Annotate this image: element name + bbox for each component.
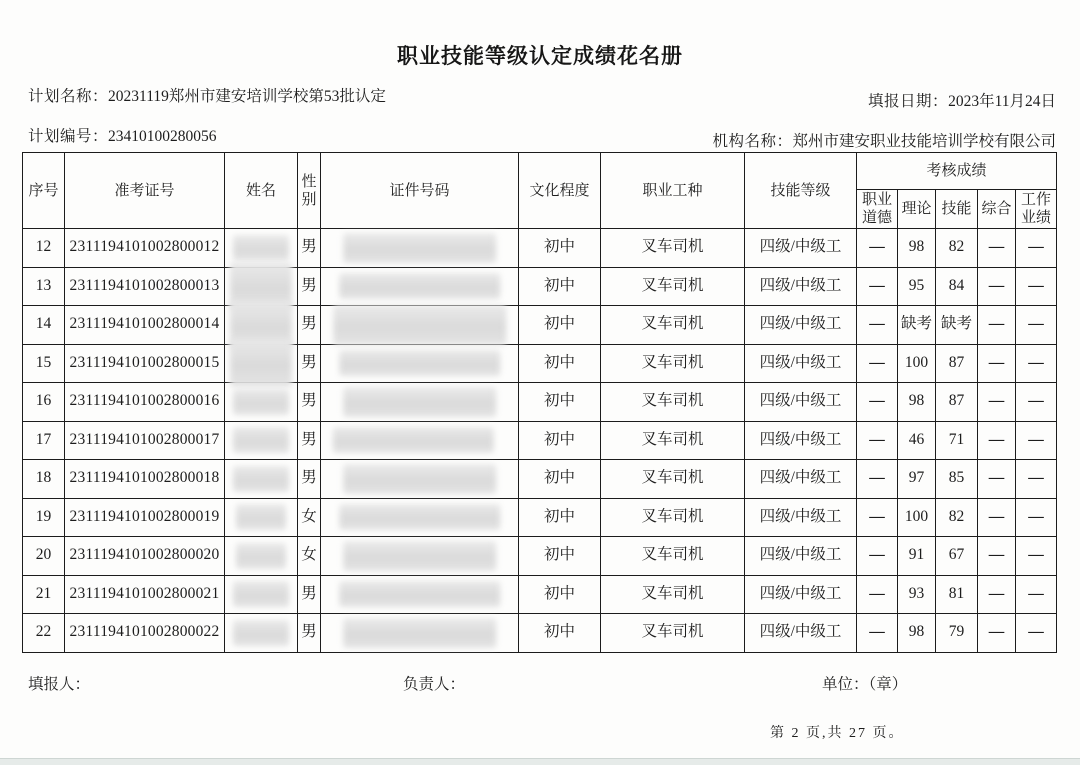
cell-level: 四级/中级工 (745, 344, 857, 383)
cell-ethics: — (857, 306, 898, 345)
cell-ethics: — (857, 421, 898, 460)
cell-seq: 22 (23, 614, 65, 653)
cell-occupation: 叉车司机 (601, 267, 745, 306)
table-row (23, 537, 1057, 576)
redaction-blur (233, 620, 289, 646)
cell-ticket: 2311194101002800022 (65, 614, 225, 653)
redaction-blur (233, 235, 289, 261)
cell-name (225, 306, 298, 345)
cell-education: 初中 (519, 383, 601, 422)
cell-ethics: — (857, 498, 898, 537)
cell-theory: 93 (898, 575, 936, 614)
org-name-label: 机构名称： (712, 133, 793, 150)
unit-seal-label: 单位：（章） (822, 676, 908, 693)
cell-education: 初中 (519, 575, 601, 614)
redaction-blur (339, 273, 501, 299)
cell-name (225, 344, 298, 383)
cell-work: — (1016, 344, 1057, 383)
cell-theory: 98 (898, 614, 936, 653)
cell-level: 四级/中级工 (745, 460, 857, 499)
table-body (23, 229, 1057, 653)
cell-id_no (321, 267, 519, 306)
cell-seq: 12 (23, 229, 65, 268)
redaction-blur (339, 350, 501, 376)
cell-gender: 男 (298, 421, 321, 460)
table-row (23, 575, 1057, 614)
cell-id_no (321, 383, 519, 422)
cell-theory: 缺考 (898, 306, 936, 345)
redaction-blur (236, 543, 286, 569)
cell-level: 四级/中级工 (745, 498, 857, 537)
cell-level: 四级/中级工 (745, 537, 857, 576)
cell-theory: 100 (898, 344, 936, 383)
cell-ethics: — (857, 575, 898, 614)
cell-ticket: 2311194101002800016 (65, 383, 225, 422)
header-ethics: 职业道德 (857, 190, 898, 229)
cell-ticket: 2311194101002800013 (65, 267, 225, 306)
redaction-blur (343, 387, 497, 417)
report-date (868, 89, 1056, 111)
cell-gender: 男 (298, 460, 321, 499)
cell-comprehensive: — (978, 421, 1016, 460)
table-row (23, 306, 1057, 345)
cell-comprehensive: — (978, 306, 1016, 345)
scan-edge-strip (0, 758, 1080, 765)
report-date-label: 填报日期： (868, 93, 949, 110)
org-name (712, 129, 1056, 151)
redaction-blur (230, 339, 292, 387)
cell-theory: 98 (898, 383, 936, 422)
cell-seq: 15 (23, 344, 65, 383)
cell-name (225, 498, 298, 537)
score-roster-table (22, 152, 1057, 653)
cell-id_no (321, 575, 519, 614)
cell-seq: 16 (23, 383, 65, 422)
cell-comprehensive: — (978, 614, 1016, 653)
header-skill: 技能 (936, 190, 978, 229)
cell-id_no (321, 614, 519, 653)
redaction-blur (233, 466, 289, 492)
redaction-blur (339, 504, 501, 530)
header-seq: 序号 (23, 153, 65, 229)
manager-label: 负责人： (403, 676, 466, 693)
cell-comprehensive: — (978, 267, 1016, 306)
cell-ticket: 2311194101002800014 (65, 306, 225, 345)
cell-work: — (1016, 421, 1057, 460)
cell-skill: 71 (936, 421, 978, 460)
cell-occupation: 叉车司机 (601, 614, 745, 653)
cell-skill: 85 (936, 460, 978, 499)
cell-gender: 男 (298, 575, 321, 614)
plan-name (28, 84, 386, 106)
cell-gender: 男 (298, 267, 321, 306)
redaction-blur (333, 305, 506, 345)
cell-ethics: — (857, 614, 898, 653)
header-name: 姓名 (225, 153, 298, 229)
table-row (23, 267, 1057, 306)
header-occupation: 职业工种 (601, 153, 745, 229)
cell-name (225, 460, 298, 499)
cell-occupation: 叉车司机 (601, 306, 745, 345)
cell-level: 四级/中级工 (745, 421, 857, 460)
cell-work: — (1016, 460, 1057, 499)
cell-occupation: 叉车司机 (601, 421, 745, 460)
redaction-blur (230, 301, 292, 349)
header-id-number: 证件号码 (321, 153, 519, 229)
cell-occupation: 叉车司机 (601, 229, 745, 268)
header-ticket: 准考证号 (65, 153, 225, 229)
redaction-blur (343, 233, 497, 263)
cell-education: 初中 (519, 344, 601, 383)
cell-ticket: 2311194101002800021 (65, 575, 225, 614)
cell-comprehensive: — (978, 344, 1016, 383)
cell-ticket: 2311194101002800017 (65, 421, 225, 460)
cell-ethics: — (857, 229, 898, 268)
cell-ethics: — (857, 537, 898, 576)
cell-gender: 男 (298, 229, 321, 268)
cell-skill: 87 (936, 344, 978, 383)
cell-theory: 95 (898, 267, 936, 306)
cell-theory: 97 (898, 460, 936, 499)
cell-level: 四级/中级工 (745, 614, 857, 653)
cell-name (225, 537, 298, 576)
cell-theory: 46 (898, 421, 936, 460)
cell-seq: 20 (23, 537, 65, 576)
cell-seq: 13 (23, 267, 65, 306)
cell-ethics: — (857, 267, 898, 306)
cell-id_no (321, 344, 519, 383)
cell-level: 四级/中级工 (745, 229, 857, 268)
redaction-blur (233, 427, 289, 453)
plan-name-value: 20231119郑州市建安培训学校第53批认定 (108, 88, 386, 105)
redaction-blur (230, 262, 292, 310)
cell-name (225, 229, 298, 268)
cell-comprehensive: — (978, 498, 1016, 537)
header-comprehensive: 综合 (978, 190, 1016, 229)
cell-education: 初中 (519, 267, 601, 306)
table-row (23, 383, 1057, 422)
cell-education: 初中 (519, 498, 601, 537)
table-row (23, 421, 1057, 460)
redaction-blur (332, 427, 494, 453)
cell-ticket: 2311194101002800020 (65, 537, 225, 576)
cell-education: 初中 (519, 229, 601, 268)
cell-ticket: 2311194101002800018 (65, 460, 225, 499)
cell-work: — (1016, 229, 1057, 268)
redaction-blur (236, 504, 286, 530)
cell-gender: 女 (298, 537, 321, 576)
plan-name-label: 计划名称： (28, 88, 109, 105)
plan-code-label: 计划编号： (28, 128, 109, 145)
cell-id_no (321, 537, 519, 576)
cell-name (225, 421, 298, 460)
cell-occupation: 叉车司机 (601, 460, 745, 499)
plan-code-value: 23410100280056 (108, 128, 217, 145)
redaction-blur (339, 581, 501, 607)
cell-skill: 缺考 (936, 306, 978, 345)
table-row (23, 344, 1057, 383)
cell-id_no (321, 498, 519, 537)
cell-education: 初中 (519, 614, 601, 653)
redaction-blur (343, 541, 497, 571)
plan-code (28, 124, 217, 146)
cell-seq: 21 (23, 575, 65, 614)
cell-education: 初中 (519, 460, 601, 499)
redaction-blur (233, 581, 289, 607)
cell-gender: 男 (298, 614, 321, 653)
cell-id_no (321, 229, 519, 268)
redaction-blur (233, 389, 289, 415)
cell-theory: 100 (898, 498, 936, 537)
meta-row-1 (28, 84, 1056, 111)
cell-theory: 91 (898, 537, 936, 576)
table-header (23, 153, 1057, 229)
table-row (23, 498, 1057, 537)
header-row-1 (23, 153, 1057, 190)
cell-comprehensive: — (978, 460, 1016, 499)
table-row (23, 229, 1057, 268)
cell-gender: 女 (298, 498, 321, 537)
cell-name (225, 267, 298, 306)
cell-level: 四级/中级工 (745, 267, 857, 306)
header-skill-level: 技能等级 (745, 153, 857, 229)
table-row (23, 460, 1057, 499)
cell-ethics: — (857, 344, 898, 383)
cell-gender: 男 (298, 306, 321, 345)
cell-seq: 19 (23, 498, 65, 537)
cell-name (225, 383, 298, 422)
cell-ticket: 2311194101002800019 (65, 498, 225, 537)
cell-occupation: 叉车司机 (601, 537, 745, 576)
report-date-value: 2023年11月24日 (948, 93, 1056, 110)
cell-skill: 81 (936, 575, 978, 614)
cell-name (225, 575, 298, 614)
cell-education: 初中 (519, 421, 601, 460)
org-name-value: 郑州市建安职业技能培训学校有限公司 (792, 133, 1056, 150)
cell-id_no (321, 306, 519, 345)
cell-seq: 18 (23, 460, 65, 499)
cell-gender: 男 (298, 383, 321, 422)
cell-id_no (321, 421, 519, 460)
cell-comprehensive: — (978, 537, 1016, 576)
cell-work: — (1016, 498, 1057, 537)
cell-occupation: 叉车司机 (601, 575, 745, 614)
cell-gender: 男 (298, 344, 321, 383)
cell-education: 初中 (519, 537, 601, 576)
cell-education: 初中 (519, 306, 601, 345)
cell-id_no (321, 460, 519, 499)
header-gender: 性别 (298, 153, 321, 229)
cell-comprehensive: — (978, 229, 1016, 268)
header-education: 文化程度 (519, 153, 601, 229)
cell-level: 四级/中级工 (745, 575, 857, 614)
cell-comprehensive: — (978, 575, 1016, 614)
cell-ethics: — (857, 460, 898, 499)
cell-skill: 84 (936, 267, 978, 306)
cell-skill: 82 (936, 498, 978, 537)
cell-occupation: 叉车司机 (601, 498, 745, 537)
cell-theory: 98 (898, 229, 936, 268)
cell-skill: 82 (936, 229, 978, 268)
header-work-performance: 工作业绩 (1016, 190, 1057, 229)
redaction-blur (343, 464, 497, 494)
cell-work: — (1016, 306, 1057, 345)
cell-name (225, 614, 298, 653)
page-number-info: 第 2 页,共 27 页。 (770, 726, 905, 741)
cell-occupation: 叉车司机 (601, 344, 745, 383)
cell-skill: 87 (936, 383, 978, 422)
cell-level: 四级/中级工 (745, 383, 857, 422)
redaction-blur (343, 618, 497, 648)
cell-ticket: 2311194101002800012 (65, 229, 225, 268)
table-row (23, 614, 1057, 653)
cell-work: — (1016, 537, 1057, 576)
header-score-group: 考核成绩 (857, 153, 1057, 190)
cell-work: — (1016, 575, 1057, 614)
cell-skill: 67 (936, 537, 978, 576)
cell-seq: 17 (23, 421, 65, 460)
cell-work: — (1016, 383, 1057, 422)
cell-occupation: 叉车司机 (601, 383, 745, 422)
meta-row-2 (28, 124, 1056, 151)
cell-ticket: 2311194101002800015 (65, 344, 225, 383)
page-title: 职业技能等级认定成绩花名册 (397, 45, 683, 68)
cell-comprehensive: — (978, 383, 1016, 422)
header-theory: 理论 (898, 190, 936, 229)
cell-level: 四级/中级工 (745, 306, 857, 345)
cell-ethics: — (857, 383, 898, 422)
cell-work: — (1016, 614, 1057, 653)
cell-skill: 79 (936, 614, 978, 653)
cell-work: — (1016, 267, 1057, 306)
cell-seq: 14 (23, 306, 65, 345)
filler-label: 填报人： (28, 676, 91, 693)
